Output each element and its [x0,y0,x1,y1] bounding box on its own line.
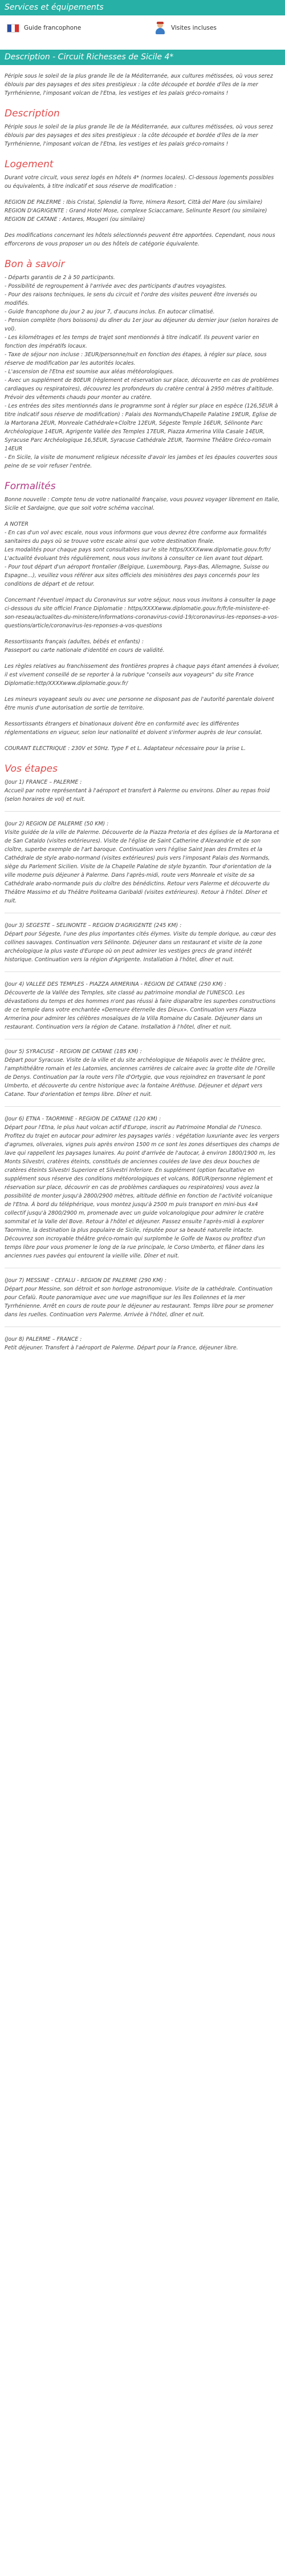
formalites-paragraph: A NOTER - En cas d'un vol avec escale, nous vous informons que vous devrez être conforme aux formalités sanitaires du pays où se trouve votre escale ainsi que votre destination finale. Les modalités pour chaque pays sont consultables sur le site https/XXXXwww.diplomatie.gouv.fr/fr/ L'actualité évoluant très régulièrement, nous vous invitons à consulter ce lien avant tout départ. - Pour tout départ d'un aéroport frontalier (Belgique, Luxembourg, Pays-Bas, Allemagne, Suisse ou Espagne...), veuillez vous référer aux sites officiels des ministères des pays concernés pour les conditions de départ et de retour. [5,521,271,587]
itinerary-day [5,921,280,972]
itinerary-day-text [5,1047,280,1099]
itinerary-day-title: (Jour 5) SYRACUSE - REGION DE CATANE (185 KM) : [5,1049,142,1055]
french-flag-icon [7,24,19,33]
description-banner: Description - Circuit Richesses de Sicile 4* [0,50,285,65]
formalites-paragraph: Les mineurs voyageant seuls ou avec une personne ne disposant pas de l'autorité parentale doivent être munis d'une autorisation de sortie de territoire. [5,696,274,711]
itinerary-day-text [5,1335,280,1352]
main-content [0,72,285,1352]
itinerary-day-description: Accueil par notre représentant à l'aéroport et transfert à Palerme ou environs. Dîner au repas froid (selon horaires de vol) et nuit. [5,788,270,803]
itinerary-day-text [5,980,280,1031]
service-label: Visites incluses [171,25,217,31]
itinerary-day-description: Départ pour l'Etna, le plus haut volcan actif d'Europe, inscrit au Patrimoine Mondial de l'Unesco. Profitez du trajet en autocar pour admirer les paysages variés : végétation luxuriante avec les vergers d'agrumes, oliveraies, vignes puis après environ 1500 m ce sont les zones désertiques des champs de lave qui rappellent les paysages lunaires. Au point d'arrivée de l'autocar, à environ 1800/1900 m, les Monts Silvestri, cratères éteints, constitués de anciennes coulées de lave des deux bouches de cratères éteints Silvestri Superiore et Silvestri Inferiore. En supplément (option facultative en supplément sous réserve des conditions météorologiques et volcans, 80EUR/personne règlement et réservation sur place, découvrir en cas de problèmes cardiaques ou respiratoires) vous avez la possibilité de monter jusqu'à 2800/2900 mètres, altitude définie en fonction de l'activité volcanique de l'Etna. À bord du téléphérique, vous montez jusqu'à 2500 m puis transport en mini-bus 4x4 collectif jusqu'à 2800/2900 m, promenade avec un guide volcanologique pour admirer le cratère sommital et la Valle del Bove. Retour à l'hôtel et déjeuner. Passez ensuite l'après-midi à explorer Taormine, la destination la plus populaire de Sicile, réputée pour sa beauté naturelle intacte. Découvrez son incroyable théâtre gréco-romain qui surplombe le Golfe de Naxos ou profitez d'un temps libre pour vous promener le long de la rue principale, le Corso Umberto, et flâner dans les anciennes rues pavées qui entourent la vieille ville. Dîner et nuit. [5,1124,280,1259]
itinerary-day [5,1335,280,1352]
itinerary-day [5,1047,280,1107]
section-title-formalites: Formalités [5,481,56,492]
logement-paragraph: Des modifications concernant les hôtels sélectionnés peuvent être apportées. Cependant, nous nous efforcerons de vous proposer un ou des hôtels de catégorie équivalente. [5,232,275,247]
service-label: Guide francophone [24,25,82,31]
itinerary-day-title: (Jour 8) PALERME – FRANCE : [5,1336,82,1343]
itinerary-day-title: (Jour 1) FRANCE – PALERME : [5,779,82,785]
section-title-description: Description [5,108,60,119]
etapes-body [5,778,280,1352]
formalites-paragraph: Ressortissants français (adultes, bébés et enfants) : Passeport ou carte nationale d'identité en cours de validité. [5,639,165,654]
itinerary-day-text [5,1276,280,1319]
itinerary-day-title: (Jour 3) SEGESTE – SELINONTE – REGION D'AGRIGENTE (245 KM) : [5,922,182,929]
itinerary-day-description: Découverte de la Vallée des Temples, site classé au patrimoine mondial de l'UNESCO. Les dévastations du temps et des hommes n'ont pas réussi à faire disparaître les superbes constructions de ce temple dans votre enchantée «Demeure éternelle des Dieux». Continuation vers Piazza Armerina pour admirer les célèbres mosaïques de la Villa Romaine du Casale. Déjeuner dans un restaurant. Continuation vers la région de Catane. Installation à l'hôtel, dîner et nuit. [5,990,276,1030]
logement-paragraph: REGION DE PALERME : Ibis Cristal, Splendid la Torre, Himera Resort, Città del Mare (ou similaire) REGION D'AGRIGENTE : Grand Hotel Mose, complexe Sciaccamare, Selinunte Resort (ou similaire) REGION DE CATANE : Antares, Mougeri (ou similaire) [5,199,267,223]
service-item-guide [5,24,131,33]
itinerary-day-description: Départ pour Syracuse. Visite de la ville et du site archéologique de Néapolis avec le théâtre grec, l'amphithéâtre romain et les Latomies, anciennes carrières de calcaire avec la grotte dite de l'Oreille de Denys. Continuation par la route vers l'île d'Ortygie, que vous rejoindrez en traversant le pont Umberto, et découverte du centre historique avec la fontaine Aréthuse. Déjeuner et départ vers Catane. Tour d'orientation et temps libre. Dîner et nuit. [5,1057,275,1098]
itinerary-day-description: Visite guidée de la ville de Palerme. Découverte de la Piazza Pretoria et des églises de la Martorana et de San Cataldo (visites extérieures). Visite de l'église de Saint Catherine d'Alexandrie et de son cloître, superbe exemple de l'art baroque. Continuation vers l'église Saint Jean des Ermites et la Cathédrale de style arabo-normand (visites extérieures) puis vers l'imposant Palais des Normands, siège du Parlement Sicilien. Visite de la Chapelle Palatine de style byzantin. Tour d'orientation de la ville moderne puis déjeuner à Palerme. Dans l'après-midi, route vers Monreale et visite de sa Cathédrale arabo-normande puis du cloître des bénédictins. Retour vers Palerme et découverte du Théâtre Massimo et du Théâtre Politeama Garibaldi (visites extérieures). Retour à l'hôtel. Dîner et nuit. [5,829,279,904]
itinerary-day [5,778,280,812]
logement-paragraph: Durant votre circuit, vous serez logés en hôtels 4* (normes locales). Ci-dessous logements possibles ou équivalents, à titre indicatif et sous réserve de modification : [5,175,274,190]
itinerary-day-text [5,921,280,964]
formalites-paragraph: Les règles relatives au franchissement des frontières propres à chaque pays étant amenées à évoluer, il est vivement conseillé de se reporter à la rubrique "conseils aux voyageurs" du site France Diplomatie:http/XXXXwww.diplomatie.gouv.fr/ [5,663,280,687]
section-title-logement: Logement [5,159,54,170]
services-list [0,18,285,38]
itinerary-day-text [5,778,280,804]
formalites-paragraph: Concernant l'éventuel impact du Coronavirus sur votre séjour, nous vous invitons à consulter la page ci-dessous du site officiel France Diplomatie : https/XXXXwww.diplomatie.gouv.fr/fr/le-ministere-et-son-reseau/actualites-du-ministere/informations-coronavirus-covid-19/coronavirus-les-reponses-a-vos-questions/article/coronavirus-les-reponses-a-vos-questions [5,597,279,629]
formalites-paragraph: Ressortissants étrangers et binationaux doivent être en conformité avec les différentes réglementations en vigueur, selon leur nationalité et doivent s'informer auprès de leur consulat. [5,721,263,736]
divider [5,811,280,812]
formalites-paragraph: COURANT ELECTRIQUE : 230V et 50Hz. Type F et L. Adaptateur nécessaire pour la prise L. [5,745,246,752]
formalites-body [5,495,280,753]
intro-text: Périple sous le soleil de la plus grande île de la Méditerranée, aux cultures métissées, où vous serez éblouis par des paysages et des sites prestigieux : la côte découpée et bordée d'îles de la mer Tyrrhénienne, l'imposant volcan de l'Etna, les vestiges et les palais gréco-romains ! [5,73,273,96]
itinerary-day-title: (Jour 4) VALLEE DES TEMPLES - PIAZZA ARMERINA - REGION DE CATANE (250 KM) : [5,981,226,987]
guided-visit-icon [154,22,166,34]
section-title-bon-a-savoir: Bon à savoir [5,259,65,270]
itinerary-day-title: (Jour 2) REGION DE PALERME (50 KM) : [5,821,109,827]
itinerary-day-description: Petit déjeuner. Transfert à l'aéroport de Palerme. Départ pour la France, déjeuner libre. [5,1345,238,1351]
services-banner: Services et équipements [0,0,285,15]
divider [5,971,280,972]
itinerary-day-description: Départ pour Ségeste, l'une des plus importantes cités élymes. Visite du temple dorique, au cœur des collines sauvages. Continuation vers Sélinonte. Déjeuner dans un restaurant et visite de la zone archéologique la plus vaste d'Europe où on peut admirer les vestiges grecs de grand intérêt historique. Continuation vers la région d'Agrigente. Installation à l'hôtel, dîner et nuit. [5,931,276,963]
formalites-paragraph: Bonne nouvelle : Compte tenu de votre nationalité française, vous pouvez voyager librement en Italie, Sicile et Sardaigne, que que soit votre schéma vaccinal. [5,497,280,511]
itinerary-day-description: Départ pour Messine, son détroit et son horloge astronomique. Visite de la cathédrale. Continuation pour Cefalù. Route panoramique avec une vue magnifique sur les îles Eoliennes et la mer Tyrrhénienne. Arrêt en cours de route pour le déjeuner au restaurant. Temps libre pour se promener dans les ruelles. Continuation vers Palerme. Arrivée à l'hôtel, dîner et nuit. [5,1286,274,1318]
logement-body [5,174,280,248]
section-title-etapes: Vos étapes [5,763,58,775]
itinerary-day [5,1115,280,1268]
divider [5,1106,280,1107]
itinerary-day-title: (Jour 6) ETNA - TAORMINE - REGION DE CATANE (120 KM) : [5,1116,161,1122]
bon-a-savoir-text: - Départs garantis de 2 à 50 participants. - Possibilité de regroupement à l'arrivée avec des participants d'autres voyagistes. - Pour des raisons techniques, le sens du circuit et l'ordre des visites peuvent être inversés ou modifiés. - Guide francophone du jour 2 au jour 7, d'aucuns inclus. En autocar climatisé. - Pension complète (hors boissons) du dîner du 1er jour au déjeuner du dernier jour (selon horaires de vol). - Les kilométrages et les temps de trajet sont mentionnés à titre indicatif. Ils peuvent varier en fonction des impératifs locaux. - Taxe de séjour non incluse : 3EUR/personne/nuit en fonction des étapes, à régler sur place, sous réserve de modification par les autorités locales. - L'ascension de l'Etna est soumise aux aléas météorologiques. - Avec un supplément de 80EUR (règlement et réservation sur place, découverte en cas de problèmes cardiaques ou respiratoires), découvrez les profondeurs du cratère central à 2950 mètres d'altitude. Prévoir des vêtements chauds pour monter au cratère. - Les entrées des sites mentionnés dans le programme sont à régler sur place en espèce (126,5EUR à titre indicatif sous réserve de modification) : Palais des Normands/Chapelle Palatine 19EUR, Eglise de la Martorana 2EUR, Monreale Cathédrale+Cloître 12EUR, Ségeste Temple 16EUR, Sélinonte Parc Archéologique 14EUR, Agrigente Vallée des Temples 17EUR, Piazza Armerina Villa Casale 14EUR, Syracuse Parc Archéologique 16,5EUR, Syracuse Cathédrale 2EUR, Taormine Théâtre Gréco-romain 14EUR - En Sicile, la visite de monument religieux nécessite d'avoir les jambes et les épaules couvertes sous peine de se voir refuser l'entrée. [5,275,279,469]
itinerary-day-text [5,820,280,905]
itinerary-day [5,1276,280,1327]
itinerary-day [5,980,280,1039]
itinerary-day [5,820,280,913]
service-item-visits [131,22,280,34]
description-text: Périple sous le soleil de la plus grande île de la Méditerranée, aux cultures métissées, où vous serez éblouis par des paysages et des sites prestigieux : la côte découpée et bordée d'îles de la mer Tyrrhénienne, l'imposant volcan de l'Etna, les vestiges et les palais gréco-romains ! [5,124,273,147]
itinerary-day-text [5,1115,280,1260]
itinerary-day-title: (Jour 7) MESSINE - CEFALU - REGION DE PALERME (290 KM) : [5,1277,167,1284]
